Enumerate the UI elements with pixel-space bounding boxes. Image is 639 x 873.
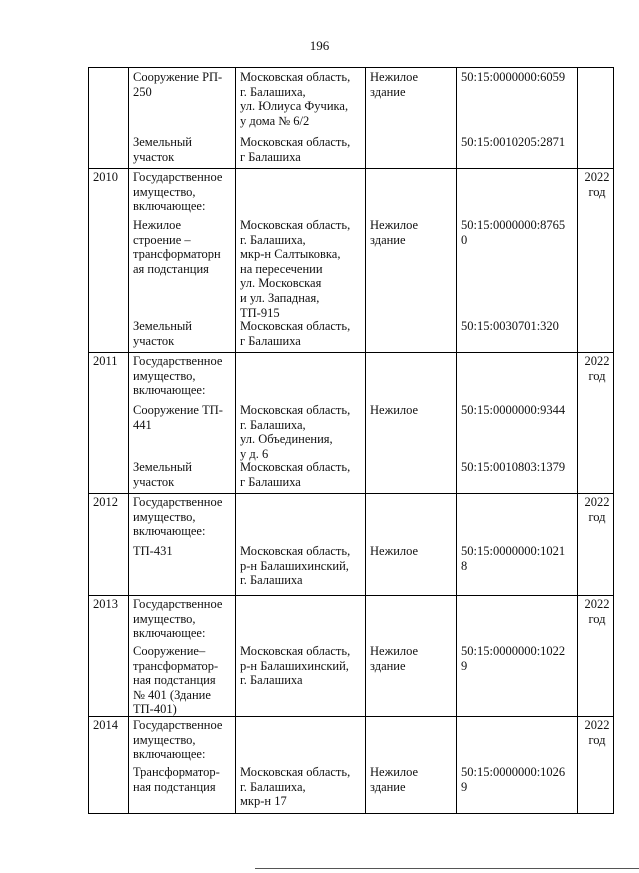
row-year: 2022 год bbox=[584, 597, 610, 626]
cadastral-number: 50:15:0010803:1379 bbox=[461, 460, 566, 474]
row-number: 2012 bbox=[93, 495, 118, 509]
object-type: Нежилое здание bbox=[370, 644, 419, 673]
column-divider bbox=[456, 68, 457, 813]
object-name: Трансформатор- ная подстанция bbox=[133, 765, 220, 794]
row-year: 2022 год bbox=[584, 170, 610, 199]
cadastral-number: 50:15:0000000:8765 0 bbox=[461, 218, 566, 247]
row-header: Государственное имущество, включающее: bbox=[133, 354, 223, 398]
object-name: ТП-431 bbox=[133, 544, 173, 558]
row-year: 2022 год bbox=[584, 354, 610, 383]
cadastral-number: 50:15:0000000:9344 bbox=[461, 403, 566, 417]
object-type: Нежилое здание bbox=[370, 70, 419, 99]
object-address: Московская область, г. Балашиха, мкр-н 17 bbox=[240, 765, 351, 809]
object-type: Нежилое bbox=[370, 544, 419, 558]
row-year: 2022 год bbox=[584, 495, 610, 524]
row-divider bbox=[89, 595, 613, 596]
row-header: Государственное имущество, включающее: bbox=[133, 495, 223, 539]
object-address: Московская область, г Балашиха bbox=[240, 135, 351, 164]
row-number: 2010 bbox=[93, 170, 118, 184]
object-name: Земельный участок bbox=[133, 319, 192, 348]
row-header: Государственное имущество, включающее: bbox=[133, 170, 223, 214]
cadastral-number: 50:15:0000000:1022 9 bbox=[461, 644, 566, 673]
scan-edge-line bbox=[255, 868, 639, 869]
row-divider bbox=[89, 352, 613, 353]
object-address: Московская область, г Балашиха bbox=[240, 460, 351, 489]
row-header: Государственное имущество, включающее: bbox=[133, 718, 223, 762]
object-name: Земельный участок bbox=[133, 460, 192, 489]
row-divider bbox=[89, 168, 613, 169]
column-divider bbox=[577, 68, 578, 813]
page-number: 196 bbox=[309, 38, 330, 53]
object-name: Нежилое строение – трансформаторн ая подстанция bbox=[133, 218, 221, 276]
object-address: Московская область, г. Балашиха, ул. Юлиуса Фучика, у дома № 6/2 bbox=[240, 70, 351, 128]
cadastral-number: 50:15:0000000:1021 8 bbox=[461, 544, 566, 573]
cadastral-number: 50:15:0030701:320 bbox=[461, 319, 559, 333]
row-number: 2014 bbox=[93, 718, 118, 732]
row-number: 2013 bbox=[93, 597, 118, 611]
column-divider bbox=[365, 68, 366, 813]
object-type: Нежилое здание bbox=[370, 765, 419, 794]
object-type: Нежилое bbox=[370, 403, 419, 417]
object-address: Московская область, р-н Балашихинский, г. Балашиха bbox=[240, 644, 351, 688]
object-address: Московская область, г. Балашиха, мкр-н Салтыковка, на пересечении ул. Московская и ул. Западная, ТП-915 bbox=[240, 218, 351, 320]
row-number: 2011 bbox=[93, 354, 118, 368]
object-address: Московская область, р-н Балашихинский, г. Балашиха bbox=[240, 544, 351, 588]
object-type: Нежилое здание bbox=[370, 218, 419, 247]
row-header: Государственное имущество, включающее: bbox=[133, 597, 223, 641]
object-name: Сооружение ТП- 441 bbox=[133, 403, 223, 432]
row-year: 2022 год bbox=[584, 718, 610, 747]
property-table bbox=[88, 67, 614, 814]
object-address: Московская область, г. Балашиха, ул. Объединения, у д. 6 bbox=[240, 403, 351, 461]
object-name: Сооружение РП- 250 bbox=[133, 70, 223, 99]
row-divider bbox=[89, 493, 613, 494]
cadastral-number: 50:15:0000000:1026 9 bbox=[461, 765, 566, 794]
cadastral-number: 50:15:0010205:2871 bbox=[461, 135, 566, 149]
object-name: Земельный участок bbox=[133, 135, 192, 164]
cadastral-number: 50:15:0000000:6059 bbox=[461, 70, 566, 84]
column-divider bbox=[235, 68, 236, 813]
object-address: Московская область, г Балашиха bbox=[240, 319, 351, 348]
object-name: Сооружение– трансформатор- ная подстанция № 401 (Здание ТП-401) bbox=[133, 644, 219, 717]
